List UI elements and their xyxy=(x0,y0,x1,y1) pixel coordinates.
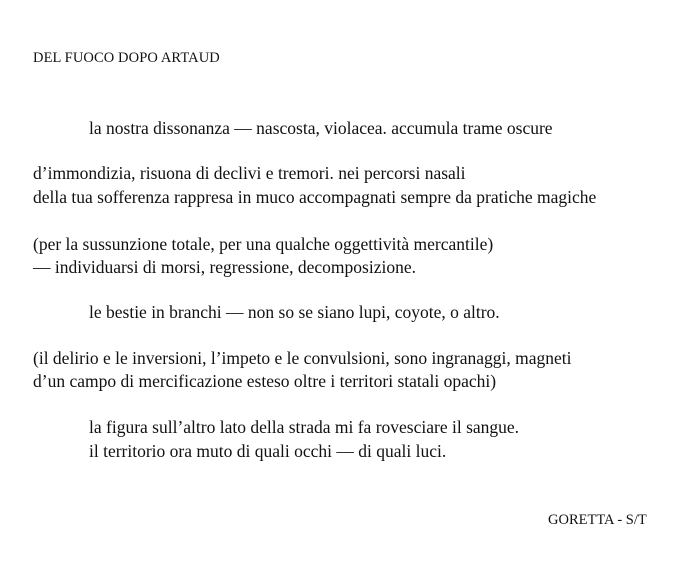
poem-line: il territorio ora muto di quali occhi — di quali luci. xyxy=(89,441,447,461)
poem-line: d’immondizia, risuona di declivi e tremori. nei percorsi nasali xyxy=(33,163,466,183)
poem-line: d’un campo di mercificazione esteso oltre i territori statali opachi) xyxy=(33,371,497,391)
poem-line: la figura sull’altro lato della strada mi fa rovesciare il sangue. xyxy=(89,417,520,437)
poem-line: — individuarsi di morsi, regressione, decomposizione. xyxy=(33,257,416,277)
poem-line: (per la sussunzione totale, per una qualche oggettività mercantile) xyxy=(33,234,494,254)
poem-author: GORETTA - S/T xyxy=(548,512,647,528)
poem-line: la nostra dissonanza — nascosta, violacea. accumula trame oscure xyxy=(89,118,553,138)
poem-title: DEL FUOCO DOPO ARTAUD xyxy=(33,50,220,66)
poem-line: (il delirio e le inversioni, l’impeto e le convulsioni, sono ingranaggi, magneti xyxy=(33,348,572,368)
poem-line: le bestie in branchi — non so se siano lupi, coyote, o altro. xyxy=(89,302,500,322)
poem-line: della tua sofferenza rappresa in muco accompagnati sempre da pratiche magiche xyxy=(33,187,597,207)
